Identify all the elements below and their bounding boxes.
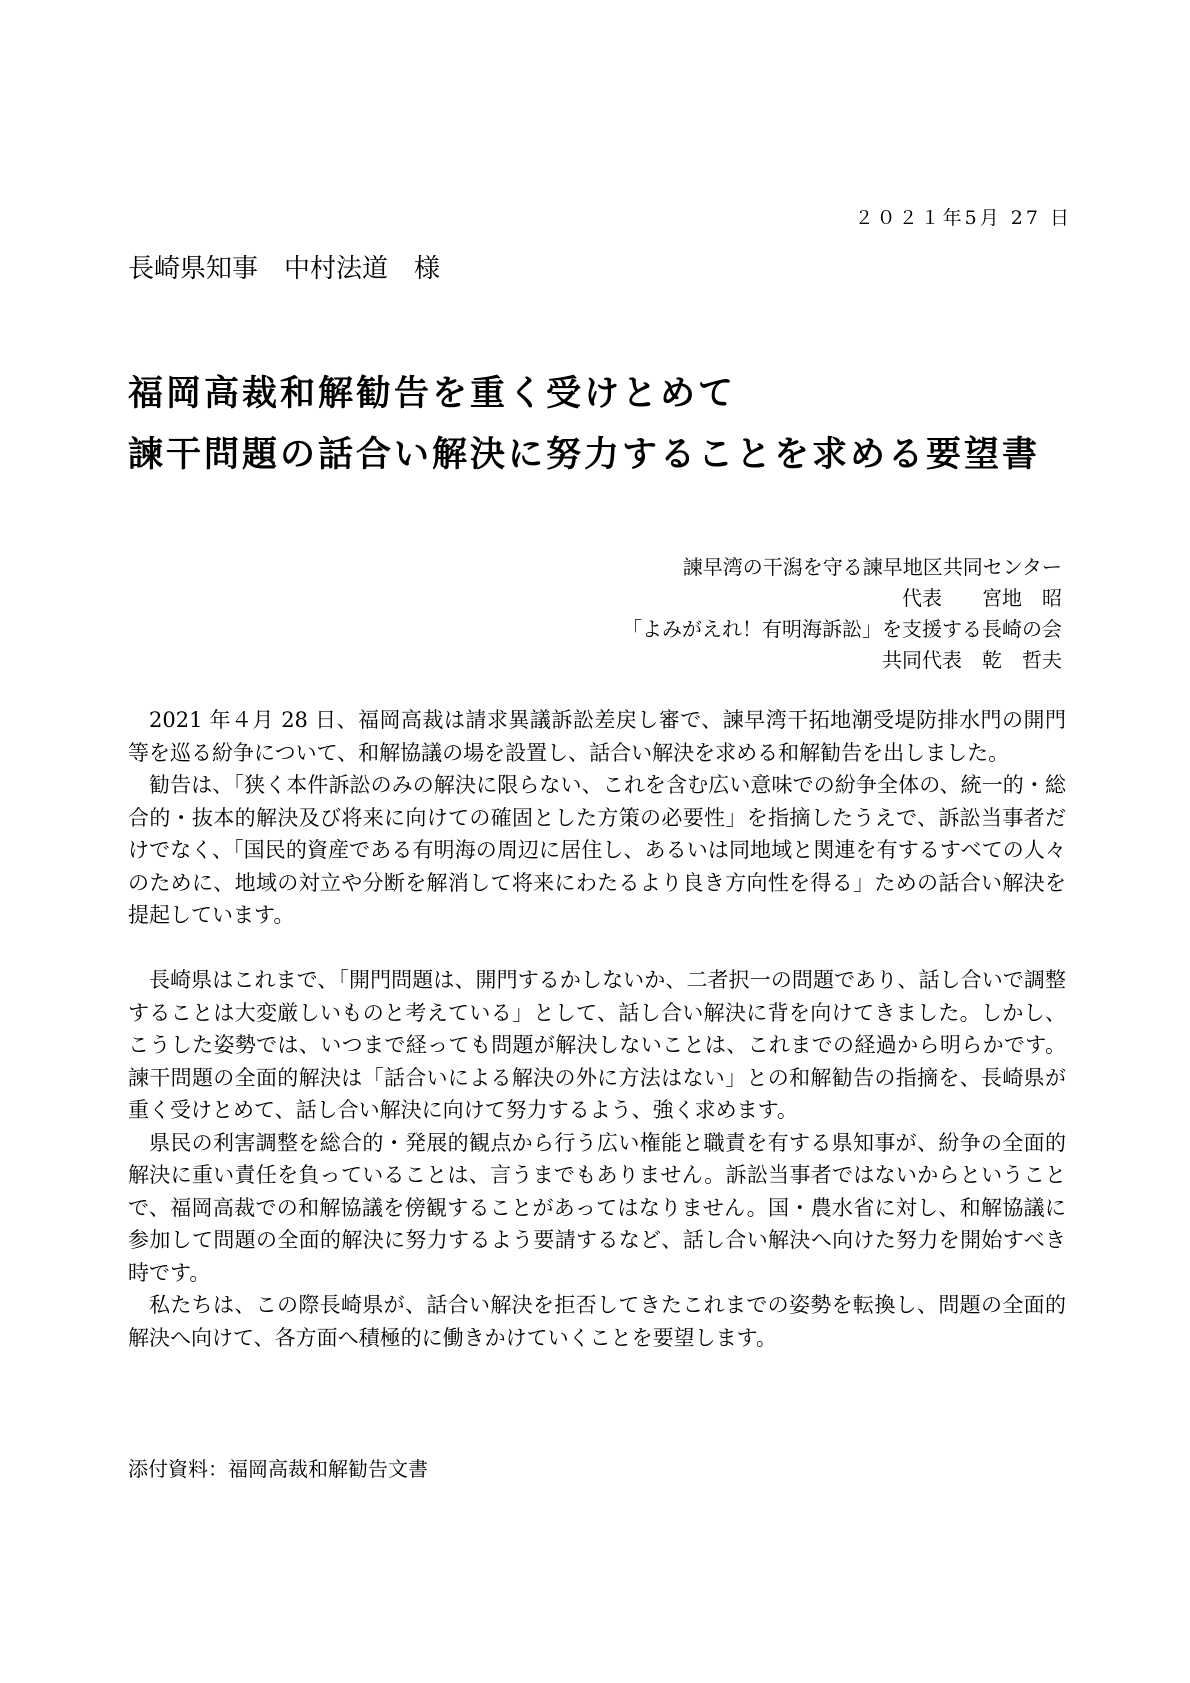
body-paragraph-1: 2021 年４月 28 日、福岡高裁は請求異議訴訟差戻し審で、諫早湾干拓地潮受堤防排水門の開門等を巡る紛争について、和解協議の場を設置し、話合い解決を求める和解勧告を出しました。 — [128, 708, 1066, 765]
body-paragraph-5: 私たちは、この際長崎県が、話合い解決を拒否してきたこれまでの姿勢を転換し、問題の全面的解決へ向けて、各方面へ積極的に働きかけていくことを要望します。 — [128, 1293, 1066, 1350]
document-title-line-2: 諫干問題の話合い解決に努力することを求める要望書 — [128, 435, 1041, 475]
document-body — [128, 704, 1066, 1354]
paragraph-spacer — [128, 932, 1066, 965]
sender-organization-1: 諫早湾の干潟を守る諫早地区共同センター — [682, 555, 1062, 579]
sender-representative-1: 代表 宮地 昭 — [902, 586, 1062, 610]
senders-block — [622, 552, 1062, 676]
body-paragraph-4: 県民の利害調整を総合的・発展的観点から行う広い権能と職責を有する県知事が、紛争の全面的解決に重い責任を負っていることは、言うまでもありません。訴訟当事者ではないからということで、福岡高裁での和解協議を傍観することがあってはなりません。国・農水省に対し、和解協議に参加して問題の全面的解決に努力するよう要請するなど、話し合い解決へ向けた努力を開始すべき時です。 — [128, 1130, 1066, 1285]
body-paragraph-3: 長崎県はこれまで、「開門問題は、開門するかしないか、二者択一の問題であり、話し合いで調整することは大変厳しいものと考えている」として、話し合い解決に背を向けてきました。しかし、こうした姿勢では、いつまで経っても問題が解決しないことは、これまでの経過から明らかです。諫干問題の全面的解決は「話合いによる解決の外に方法はない」との和解勧告の指摘を、長崎県が重く受けとめて、話し合い解決に向けて努力するよう、強く求めます。 — [128, 968, 1066, 1122]
sender-representative-2: 共同代表 乾 哲夫 — [882, 648, 1062, 672]
body-paragraph-2: 勧告は、「狭く本件訴訟のみの解決に限らない、これを含む広い意味での紛争全体の、統一的・総合的・抜本的解決及び将来に向けての確固とした方策の必要性」を指摘したうえで、訴訟当事者だけでなく、「国民的資産である有明海の周辺に居住し、あるいは同地域と関連を有するすべての人々のために、地域の対立や分断を解消して将来にわたるより良き方向性を得る」ための話合い解決を提起しています。 — [128, 773, 1066, 927]
document-title-line-1: 福岡高裁和解勧告を重く受けとめて — [128, 374, 737, 414]
attachment-note: 添付資料：福岡高裁和解勧告文書 — [128, 1457, 428, 1481]
document-date: ２０２１年5月 27 日 — [854, 207, 1072, 229]
sender-organization-2: 「よみがえれ！有明海訴訟」を支援する長崎の会 — [622, 617, 1062, 641]
addressee: 長崎県知事 中村法道 様 — [128, 254, 441, 284]
